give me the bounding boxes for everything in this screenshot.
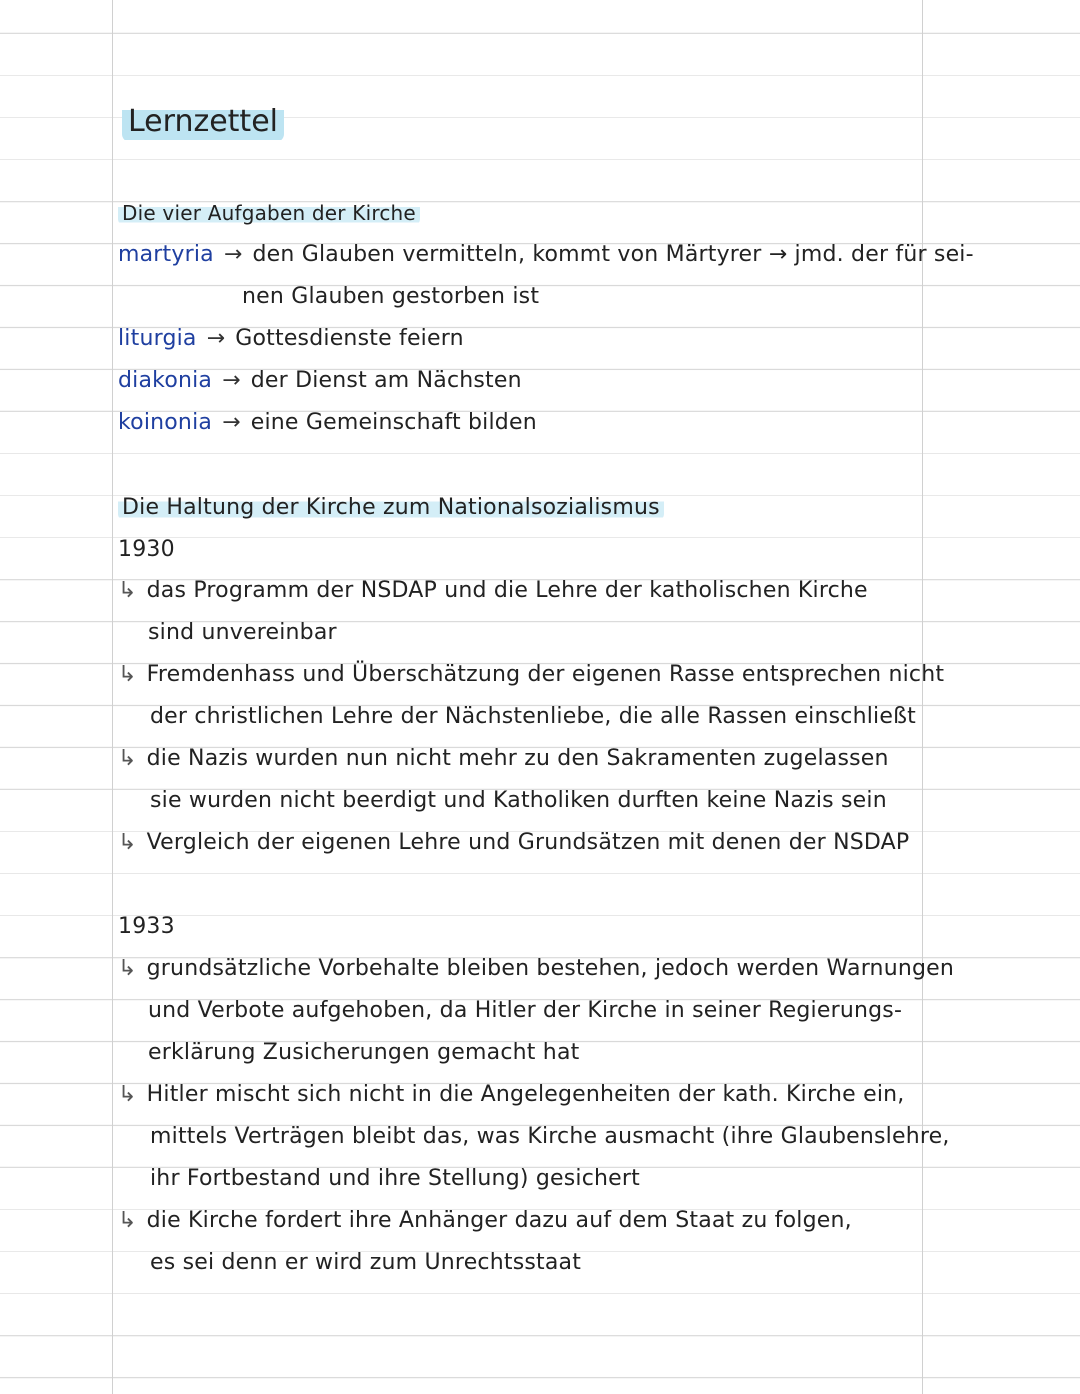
list-item-continuation: mittels Verträgen bleibt das, was Kirche ausmacht (ihre Glaubenslehre, [150,1124,950,1149]
list-item-diakonia [118,366,522,396]
list-item-continuation: sind unvereinbar [148,620,337,645]
list-item-continuation: es sei denn er wird zum Unrechtsstaat [150,1250,582,1275]
list-item [118,576,868,606]
list-item-text: das Programm der NSDAP und die Lehre der katholischen Kirche [146,578,868,603]
list-item-martyria [118,240,974,270]
list-item-text: die Kirche fordert ihre Anhänger dazu auf dem Staat zu folgen, [146,1208,852,1233]
list-item [118,1080,905,1110]
list-item-text: Fremdenhass und Überschätzung der eigenen Rasse entsprechen nicht [146,662,945,687]
list-item [118,954,954,984]
list-item [118,660,944,690]
list-item-text: die Nazis wurden nun nicht mehr zu den Sakramenten zugelassen [146,746,889,771]
list-item-continuation: der christlichen Lehre der Nächstenliebe, die alle Rassen einschließt [150,704,916,729]
list-item-text: Vergleich der eigenen Lehre und Grundsätzen mit denen der NSDAP [146,830,910,855]
bullet-arrow-icon: ↳ [118,746,137,771]
bullet-arrow-icon: ↳ [118,578,137,603]
arrow-icon: → [206,326,226,351]
section-heading-text: Die vier Aufgaben der Kirche [118,201,420,225]
list-item [118,744,889,774]
year-label-1930: 1930 [118,537,175,562]
page-title: Lernzettel [122,102,284,142]
term-diakonia: diakonia [118,368,213,393]
term-koinonia: koinonia [118,410,213,435]
list-item-text: Hitler mischt sich nicht in die Angelegenheiten der kath. Kirche ein, [146,1082,905,1107]
section-heading-haltung [118,493,664,523]
term-liturgia: liturgia [118,326,197,351]
arrow-icon: → [223,242,243,267]
definition-text: eine Gemeinschaft bilden [250,410,537,435]
bullet-arrow-icon: ↳ [118,830,137,855]
list-item-continuation: sie wurden nicht beerdigt und Katholiken durften keine Nazis sein [150,788,887,813]
section-heading-text: Die Haltung der Kirche zum Nationalsozialismus [118,495,664,520]
arrow-icon: → [222,368,241,393]
section-heading-aufgaben [118,198,420,228]
list-item [118,828,909,858]
list-item-continuation: ihr Fortbestand und ihre Stellung) gesichert [150,1166,640,1191]
right-margin-line [922,0,923,1394]
left-margin-line [112,0,113,1394]
list-item-liturgia [118,324,464,354]
bullet-arrow-icon: ↳ [118,956,137,981]
bullet-arrow-icon: ↳ [118,1082,137,1107]
list-item-continuation: erklärung Zusicherungen gemacht hat [148,1040,580,1065]
definition-text: der Dienst am Nächsten [250,368,522,393]
list-item [118,1206,852,1236]
bullet-arrow-icon: ↳ [118,662,137,687]
definition-continuation: nen Glauben gestorben ist [242,284,540,309]
arrow-icon: → [222,410,241,435]
definition-text: Gottesdienste feiern [235,326,464,351]
list-item-continuation: und Verbote aufgehoben, da Hitler der Kirche in seiner Regierungs- [148,998,903,1023]
bullet-arrow-icon: ↳ [118,1208,137,1233]
term-martyria: martyria [118,242,214,267]
definition-text: den Glauben vermitteln, kommt von Märtyrer → jmd. der für sei- [252,242,974,267]
list-item-text: grundsätzliche Vorbehalte bleiben bestehen, jedoch werden Warnungen [146,956,955,981]
list-item-koinonia [118,408,537,438]
year-label-1933: 1933 [118,914,175,939]
